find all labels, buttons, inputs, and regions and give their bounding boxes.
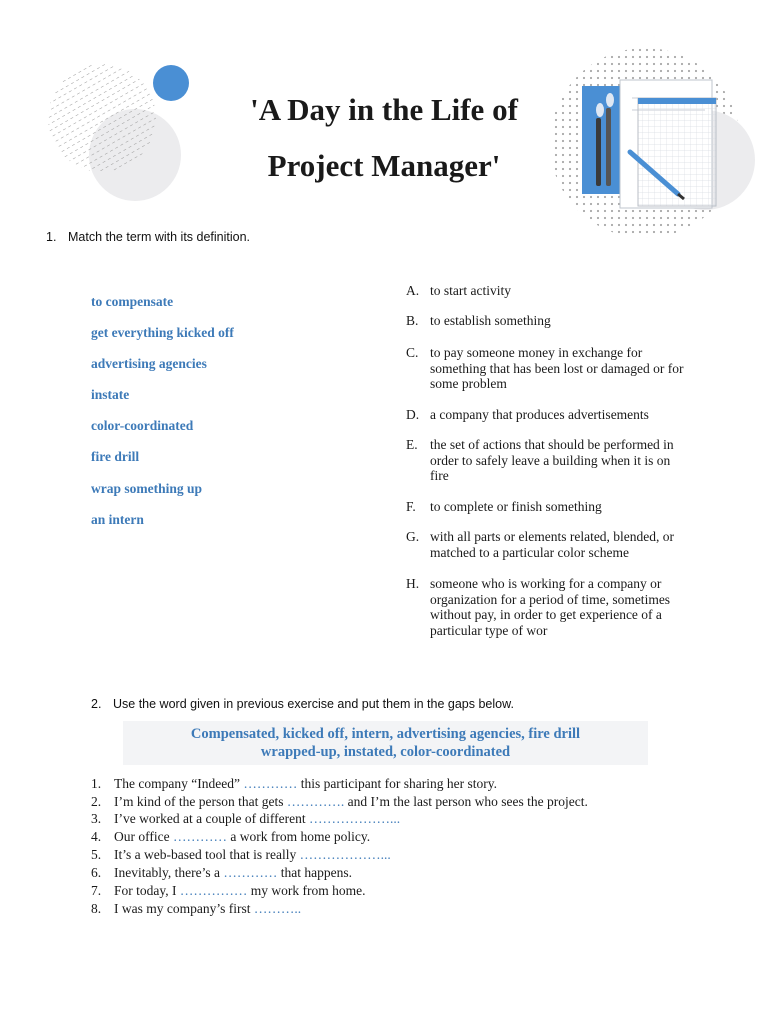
sentence-item [91, 865, 731, 881]
definition-item [406, 437, 691, 484]
title-line-2: Project Manager' [267, 148, 501, 183]
sentence-text: that happens. [277, 865, 352, 880]
term-item: get everything kicked off [91, 325, 234, 340]
sentence-text: I was my company’s first [114, 901, 254, 916]
exercise-1-number: 1. [46, 230, 57, 244]
sentence-item [91, 883, 731, 899]
definition-item [406, 345, 691, 392]
term-item: instate [91, 387, 130, 402]
word-bank-line-1: Compensated, kicked off, intern, advertising agencies, fire drill [190, 726, 581, 742]
exercise-1-text: Match the term with its definition. [68, 230, 251, 244]
sentence-item [91, 794, 731, 810]
sentence-text: a work from home policy. [226, 829, 371, 844]
title-line-1: 'A Day in the Life of [250, 92, 518, 127]
gap-blank: ……….. [253, 901, 302, 916]
sentence-text: and I’m the last person who sees the project. [344, 794, 588, 809]
definition-item [406, 576, 691, 638]
gap-blank: ………………... [309, 811, 401, 826]
definition-text: with all parts or elements related, blended, or matched to a particular color scheme [430, 529, 675, 560]
dotted-circles-decoration [40, 60, 200, 210]
term-item: wrap something up [91, 481, 203, 496]
definition-text: a company that produces advertisements [430, 407, 649, 422]
word-bank-line-2: wrapped-up, instated, color-coordinated [260, 744, 511, 760]
exercise-2-text: Use the word given in previous exercise and put them in the gaps below. [113, 697, 514, 711]
definition-item [406, 529, 691, 560]
sentence-item [91, 847, 731, 863]
term-item: an intern [91, 512, 144, 527]
definition-text: the set of actions that should be performed in order to safely leave a building when it is on fire [430, 437, 674, 483]
sentence-text: my work from home. [247, 883, 366, 898]
definition-letter: D. [406, 407, 420, 422]
sentence-text: I’ve worked at a couple of different [114, 811, 310, 826]
definition-item [406, 313, 691, 329]
word-bank [123, 721, 648, 765]
definition-letter: G. [406, 529, 420, 544]
exercise-1-instruction [46, 230, 250, 244]
sentence-item [91, 901, 731, 917]
definition-letter: A. [406, 283, 420, 298]
definition-text: to establish something [430, 313, 551, 328]
term-item: color-coordinated [91, 418, 194, 433]
gap-blank: ………… [243, 776, 298, 791]
notebook-pencil-illustration [540, 48, 760, 258]
sentence-text: this participant for sharing her story. [297, 776, 498, 791]
sentence-number: 7. [91, 883, 102, 898]
sentence-text: Our office [114, 829, 173, 844]
definition-text: to start activity [430, 283, 511, 298]
definition-text: to complete or finish something [430, 499, 602, 514]
sentence-number: 2. [91, 794, 102, 809]
definition-letter: C. [406, 345, 419, 360]
gap-blank: ………… [172, 829, 227, 844]
term-item: advertising agencies [91, 356, 207, 371]
sentence-item [91, 829, 731, 845]
sentence-number: 1. [91, 776, 102, 791]
sentence-text: Inevitably, there’s a [114, 865, 224, 880]
sentence-item [91, 811, 731, 827]
definition-item [406, 499, 691, 515]
gap-blank: …………… [179, 883, 248, 898]
sentence-number: 4. [91, 829, 102, 844]
gap-blank: ………………... [299, 847, 391, 862]
sentence-text: The company “Indeed” [114, 776, 244, 791]
definition-text: someone who is working for a company or organization for a period of time, sometimes without pay, in order to get experience of a particular type of wor [430, 576, 671, 638]
definition-letter: H. [406, 576, 420, 591]
exercise-2-instruction [91, 697, 514, 711]
definition-letter: E. [406, 437, 418, 452]
definition-item [406, 283, 691, 299]
sentence-number: 8. [91, 901, 102, 916]
definition-text: to pay someone money in exchange for something that has been lost or damaged or for some problem [430, 345, 684, 391]
sentence-number: 5. [91, 847, 102, 862]
sentence-number: 3. [91, 811, 102, 826]
definition-letter: F. [406, 499, 416, 514]
term-item: to compensate [91, 294, 174, 309]
sentence-item [91, 776, 731, 792]
gap-blank: …………. [286, 794, 345, 809]
definition-letter: B. [406, 313, 419, 328]
definition-item [406, 407, 691, 423]
sentence-text: For today, I [114, 883, 180, 898]
sentence-text: It’s a web-based tool that is really [114, 847, 300, 862]
term-item: fire drill [91, 449, 140, 464]
sentence-text: I’m kind of the person that gets [114, 794, 287, 809]
exercise-2-number: 2. [91, 697, 102, 711]
gap-blank: ………… [223, 865, 278, 880]
sentence-number: 6. [91, 865, 102, 880]
